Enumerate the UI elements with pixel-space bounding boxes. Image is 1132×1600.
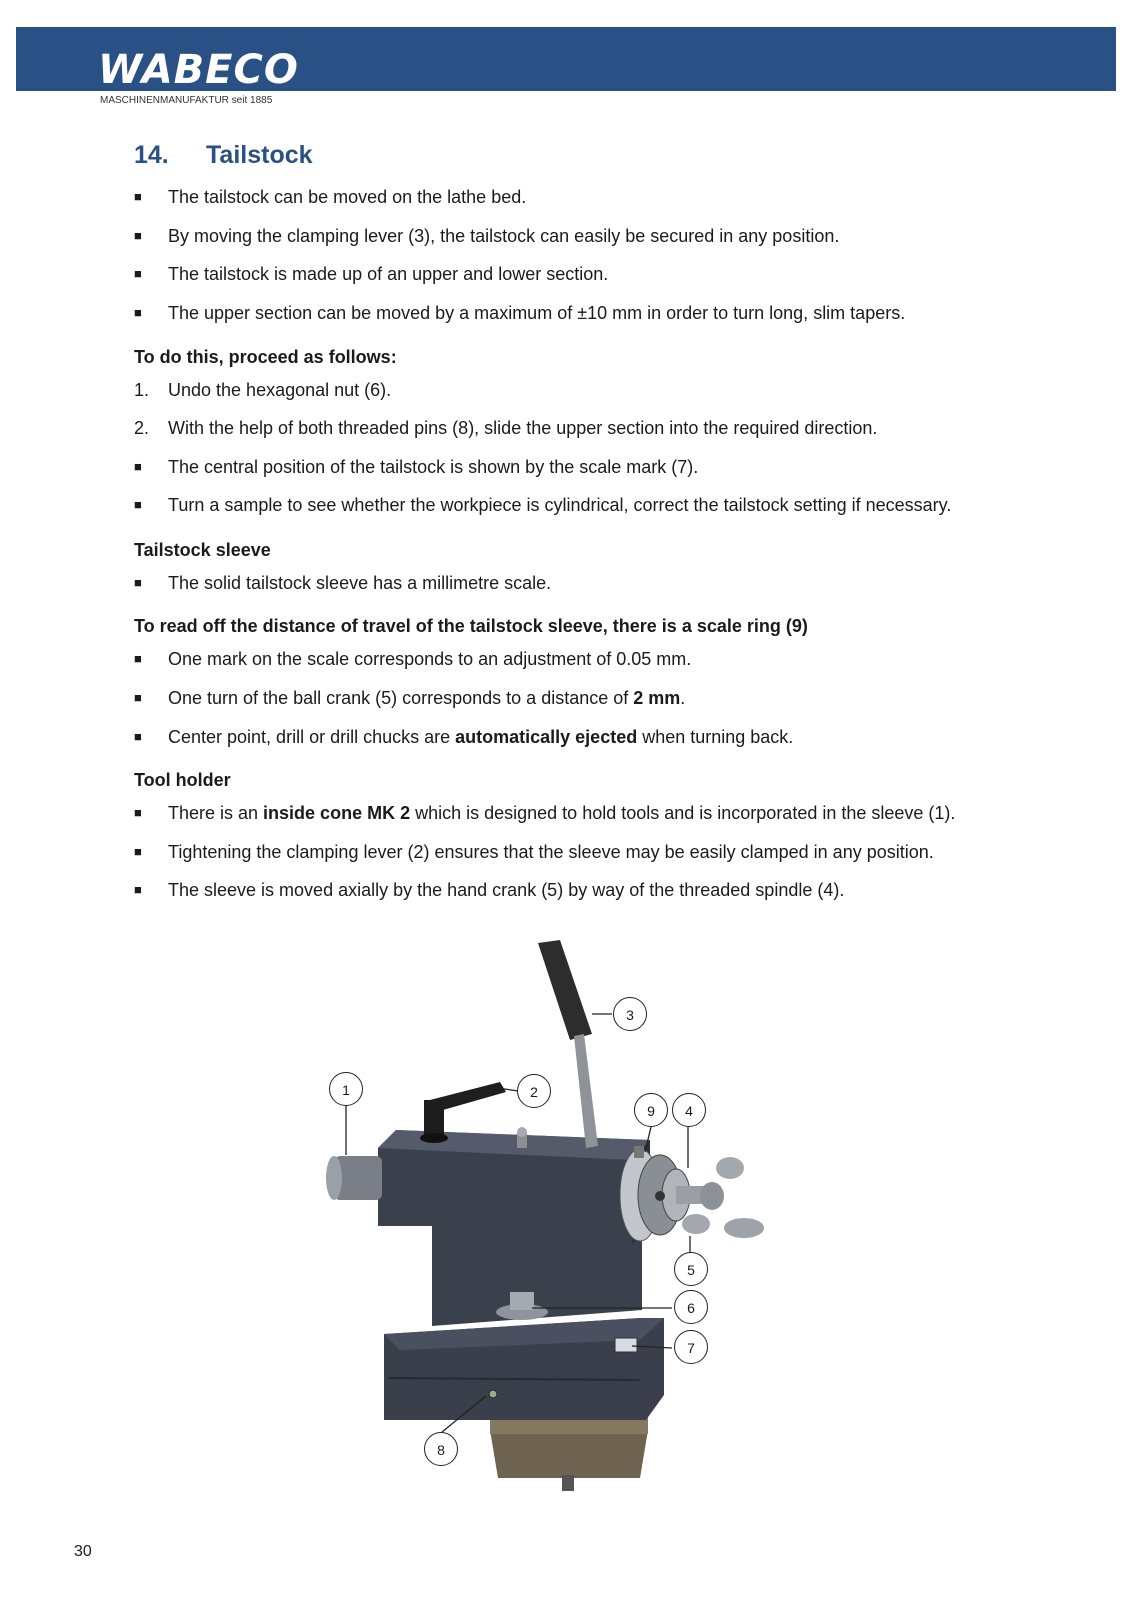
callout-8: 8 [424,1432,458,1466]
tool-holder-heading: Tool holder [134,770,231,790]
wabeco-logo: WABECO [98,47,299,93]
bullet-text: which is designed to hold tools and is incorporated in the sleeve (1). [410,803,956,823]
bullet-glyph: ■ [134,189,142,204]
callout-7: 7 [674,1330,708,1364]
section-number: 14. [134,141,169,169]
callout-1: 1 [329,1072,363,1106]
callout-3: 3 [613,997,647,1031]
procedure-heading: To do this, proceed as follows: [134,347,397,367]
bullet-text: The upper section can be moved by a maximum of ±10 mm in order to turn long, slim tapers. [168,303,906,323]
scale-heading: To read off the distance of travel of the tailstock sleeve, there is a scale ring (9) [134,616,808,636]
bullet-text: One mark on the scale corresponds to an adjustment of 0.05 mm. [168,649,692,669]
bullet-text: The tailstock is made up of an upper and lower section. [168,264,609,284]
tailstock-lower-section [384,1318,664,1420]
bullet-glyph: ■ [134,459,142,474]
bullet-glyph: ■ [134,266,142,281]
callout-2: 2 [517,1074,551,1108]
scale-mark [615,1338,637,1352]
bullet-glyph: ■ [134,305,142,320]
sleeve-heading: Tailstock sleeve [134,540,271,560]
step-text: With the help of both threaded pins (8), slide the upper section into the required direction. [168,418,878,438]
oil-nipple [517,1127,527,1148]
step-number: 1. [134,380,150,400]
bullet-glyph: ■ [134,575,142,590]
bullet-text: . [680,688,686,708]
lathe-bed-slide [490,1412,648,1491]
bullet-text-bold: inside cone MK 2 [263,803,411,823]
bullet-text: The tailstock can be moved on the lathe bed. [168,187,527,207]
bullet-text: The solid tailstock sleeve has a millimetre scale. [168,573,552,593]
page-number: 30 [74,1543,92,1560]
section-title-text: Tailstock [206,141,313,169]
tailstock-sleeve [326,1156,382,1200]
callout-5: 5 [674,1252,708,1286]
bullet-text: Turn a sample to see whether the workpiece is cylindrical, correct the tailstock setting if necessary. [168,495,952,515]
bullet-glyph: ■ [134,844,142,859]
bullet-text: Tightening the clamping lever (2) ensures that the sleeve may be easily clamped in any position. [168,842,934,862]
bullet-glyph: ■ [134,228,142,243]
scale-ring-and-handwheel [620,1146,764,1241]
bullet-glyph: ■ [134,497,142,512]
bullet-text: when turning back. [637,727,794,747]
step-number: 2. [134,418,150,438]
bullet-text-bold: automatically ejected [455,727,638,747]
bullet-text: The sleeve is moved axially by the hand crank (5) by way of the threaded spindle (4). [168,880,845,900]
bullet-glyph: ■ [134,651,142,666]
bullet-text: Center point, drill or drill chucks are [168,727,456,747]
bullet-text: The central position of the tailstock is shown by the scale mark (7). [168,457,699,477]
bullet-glyph: ■ [134,729,142,744]
bullet-text: One turn of the ball crank (5) corresponds to a distance of [168,688,634,708]
step-text: Undo the hexagonal nut (6). [168,380,392,400]
bullet-text: By moving the clamping lever (3), the tailstock can easily be secured in any position. [168,226,840,246]
long-clamping-lever [538,940,598,1148]
bullet-text-bold: 2 mm [633,688,681,708]
bullet-text: There is an [168,803,264,823]
callout-4: 4 [672,1093,706,1127]
callout-6: 6 [674,1290,708,1324]
callout-9: 9 [634,1093,668,1127]
bullet-glyph: ■ [134,882,142,897]
bullet-glyph: ■ [134,690,142,705]
logo-tagline: MASCHINENMANUFAKTUR seit 1885 [100,95,273,106]
bullet-glyph: ■ [134,805,142,820]
